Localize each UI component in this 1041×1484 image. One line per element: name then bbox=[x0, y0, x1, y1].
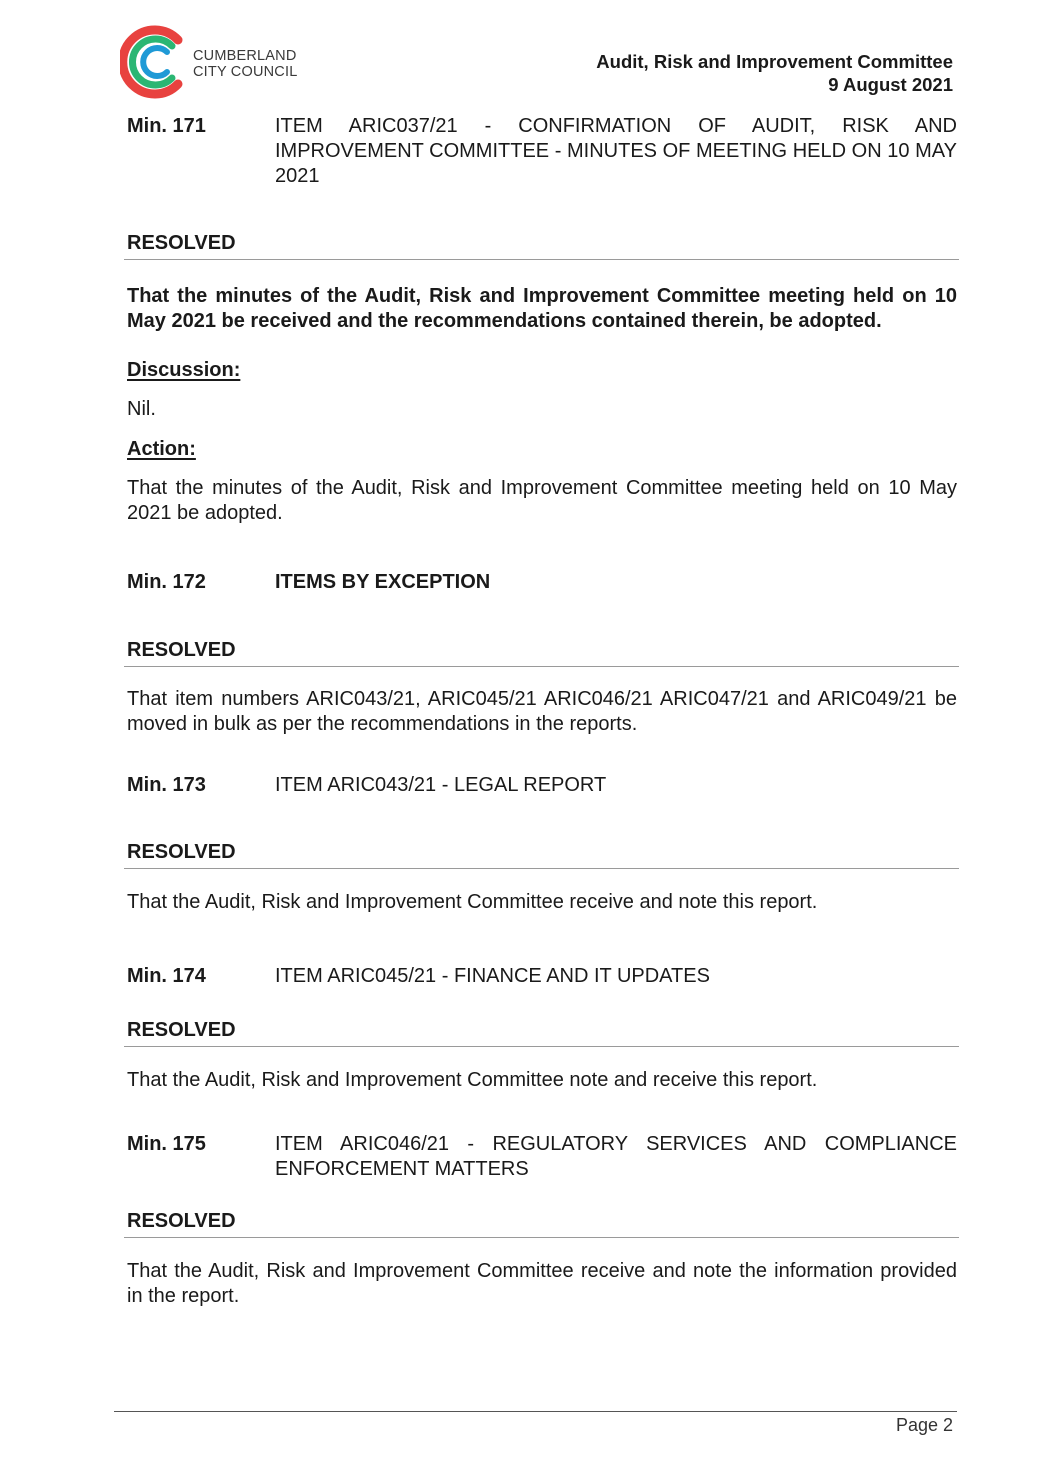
min-174-resolution: That the Audit, Risk and Improvement Committee note and receive this report. bbox=[127, 1069, 818, 1091]
min-175-label: Min. 175 bbox=[127, 1133, 206, 1155]
min-172-resolution: That item numbers ARIC043/21, ARIC045/21 ARIC046/21 ARIC047/21 and ARIC049/21 be moved in bulk as per the recommendations in the reports. bbox=[127, 688, 957, 735]
logo-text bbox=[193, 48, 297, 80]
discussion-text: Nil. bbox=[127, 398, 156, 420]
min-175-resolution: That the Audit, Risk and Improvement Committee receive and note the information provided in the report. bbox=[127, 1260, 957, 1307]
action-text: That the minutes of the Audit, Risk and Improvement Committee meeting held on 10 May 2021 be adopted. bbox=[127, 477, 957, 524]
min-171-resolution: That the minutes of the Audit, Risk and Improvement Committee meeting held on 10 May 2021 be received and the recommendations contained therein, be adopted. bbox=[127, 285, 957, 332]
min-175-resolved-heading: RESOLVED bbox=[124, 1209, 959, 1238]
min-171-title: ITEM ARIC037/21 - CONFIRMATION OF AUDIT, RISK AND IMPROVEMENT COMMITTEE - MINUTES OF MEETING HELD ON 10 MAY 2021 bbox=[275, 115, 957, 187]
min-172-label: Min. 172 bbox=[127, 571, 206, 593]
min-171-resolved-heading: RESOLVED bbox=[124, 231, 959, 260]
council-logo-icon bbox=[120, 22, 192, 102]
min-172-title: ITEMS BY EXCEPTION bbox=[275, 571, 491, 593]
min-175-title: ITEM ARIC046/21 - REGULATORY SERVICES AND COMPLIANCE ENFORCEMENT MATTERS bbox=[275, 1133, 957, 1180]
min-174-label: Min. 174 bbox=[127, 965, 206, 987]
min-172-resolved-heading: RESOLVED bbox=[124, 638, 959, 667]
min-173-title: ITEM ARIC043/21 - LEGAL REPORT bbox=[275, 774, 607, 796]
page-number: Page 2 bbox=[895, 1415, 953, 1435]
meeting-date: 9 August 2021 bbox=[828, 74, 953, 95]
min-173-label: Min. 173 bbox=[127, 774, 206, 796]
logo-line-2: CITY COUNCIL bbox=[193, 64, 298, 80]
min-173-resolution: That the Audit, Risk and Improvement Committee receive and note this report. bbox=[127, 891, 818, 913]
min-173-resolved-heading: RESOLVED bbox=[124, 840, 959, 869]
action-heading: Action: bbox=[127, 438, 196, 460]
min-174-resolved-heading: RESOLVED bbox=[124, 1018, 959, 1047]
document-header bbox=[596, 50, 953, 96]
committee-name: Audit, Risk and Improvement Committee bbox=[596, 51, 953, 72]
min-174-title: ITEM ARIC045/21 - FINANCE AND IT UPDATES bbox=[275, 965, 710, 987]
logo-line-1: CUMBERLAND bbox=[193, 48, 297, 64]
min-171-label: Min. 171 bbox=[127, 115, 206, 137]
council-logo bbox=[120, 22, 310, 102]
footer-divider bbox=[114, 1411, 957, 1412]
discussion-heading: Discussion: bbox=[127, 359, 241, 381]
